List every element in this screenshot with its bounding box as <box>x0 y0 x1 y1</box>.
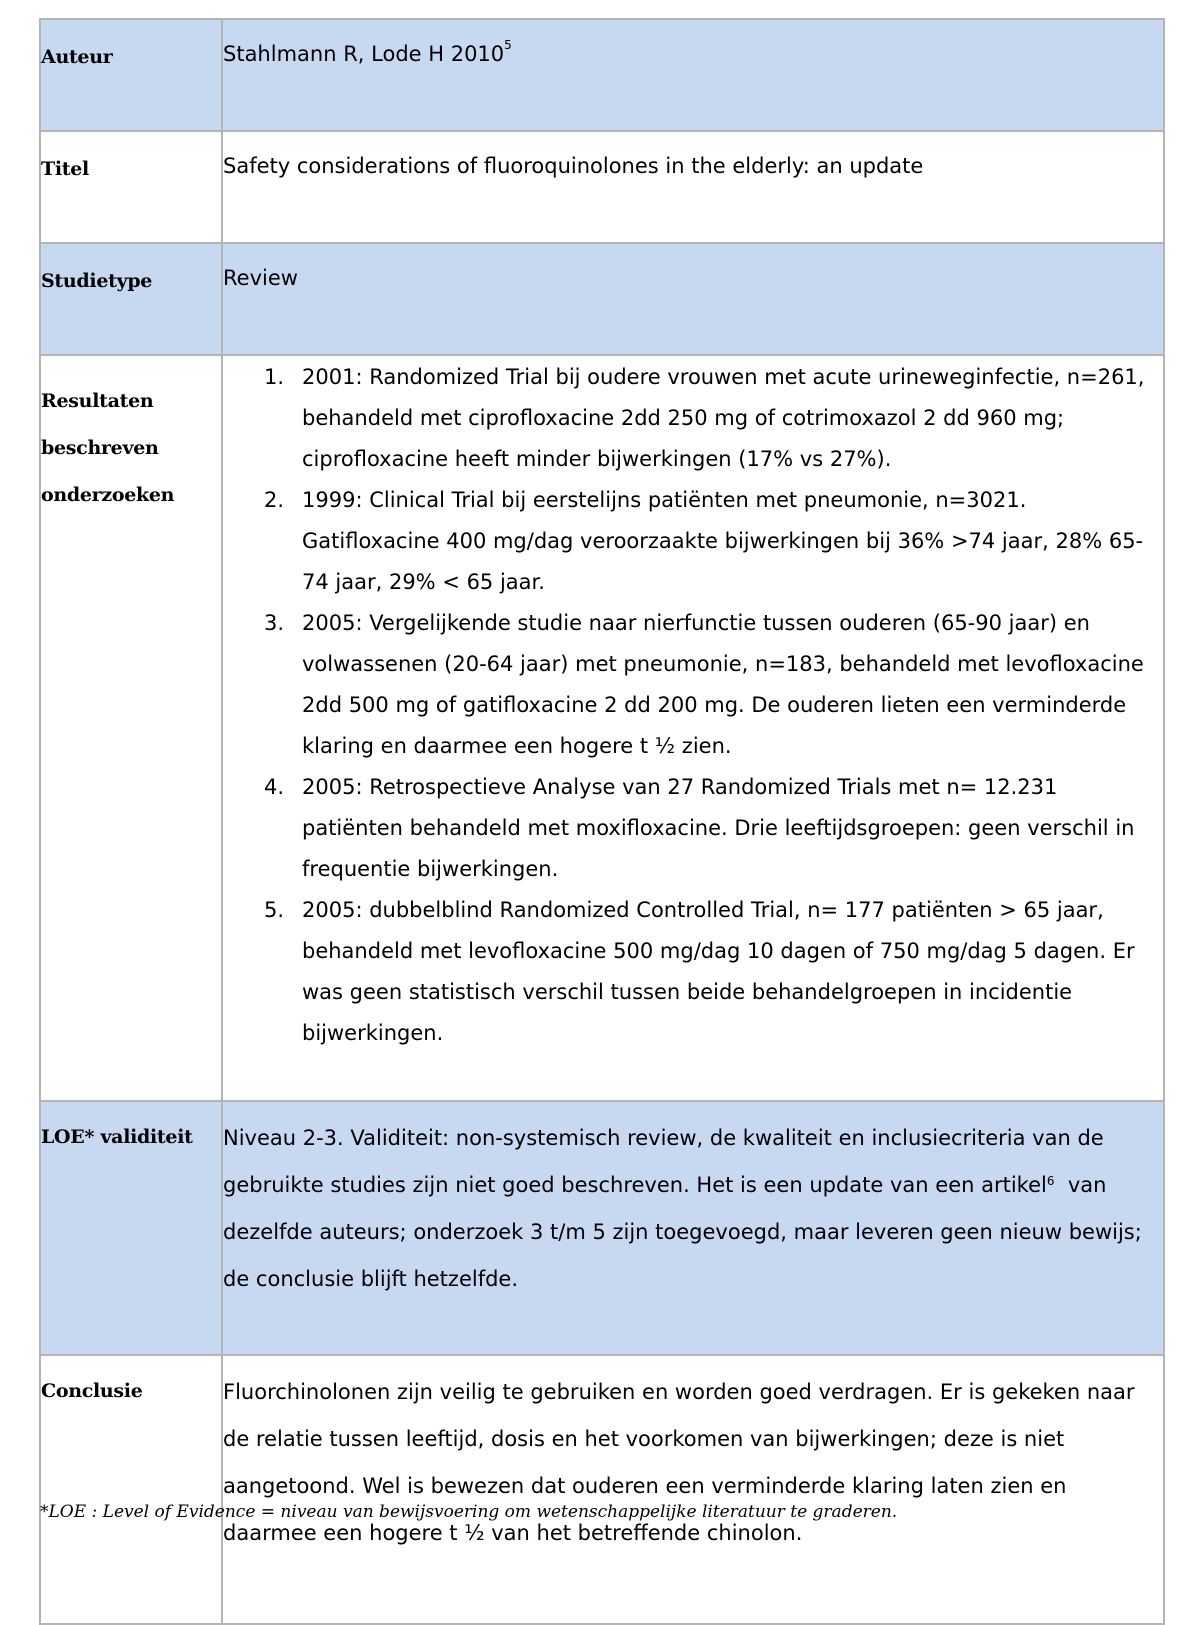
label-line: Resultaten <box>41 390 154 412</box>
value-auteur <box>222 19 1164 131</box>
value-studietype: Review <box>222 243 1164 355</box>
label-auteur: Auteur <box>40 19 222 131</box>
list-number: 2. <box>264 488 285 512</box>
label-resultaten <box>40 355 222 1101</box>
list-item <box>223 357 1163 480</box>
list-item <box>223 890 1163 1054</box>
label-line: beschreven <box>41 437 159 459</box>
list-text: 2005: dubbelblind Randomized Controlled Trial, n= 177 patiënten > 65 jaar, behandeld met levofloxacine 500 mg/dag 10 dagen of 750 mg/dag 5 dagen. Er was geen statistisch verschil tussen beide behandelgroepen in incidentie bijwerkingen. <box>302 898 1135 1045</box>
list-number: 5. <box>264 898 285 922</box>
row-studietype <box>40 243 1164 355</box>
value-loe <box>222 1101 1164 1355</box>
list-text: 2005: Vergelijkende studie naar nierfunctie tussen ouderen (65-90 jaar) en volwassenen (20-64 jaar) met pneumonie, n=183, behandeld met levofloxacine 2dd 500 mg of gatifloxacine 2 dd 200 mg. De ouderen lieten een verminderde klaring en daarmee een hogere t ½ zien. <box>302 611 1144 758</box>
list-text: 2001: Randomized Trial bij oudere vrouwen met acute urineweginfectie, n=261, behandeld met ciprofloxacine 2dd 250 mg of cotrimoxazol 2 dd 960 mg; ciprofloxacine heeft minder bijwerkingen (17% vs 27%). <box>302 365 1145 471</box>
value-titel: Safety considerations of fluoroquinolones in the elderly: an update <box>222 131 1164 243</box>
label-line: onderzoeken <box>41 484 175 506</box>
row-loe <box>40 1101 1164 1355</box>
list-item <box>223 480 1163 603</box>
row-titel <box>40 131 1164 243</box>
value-resultaten <box>222 355 1164 1101</box>
reference-superscript: 5 <box>504 38 512 52</box>
list-number: 1. <box>264 365 285 389</box>
list-item <box>223 767 1163 890</box>
list-number: 3. <box>264 611 285 635</box>
reference-superscript: 6 <box>1046 1174 1055 1188</box>
evidence-table <box>39 18 1165 1625</box>
list-item <box>223 603 1163 767</box>
loe-text-part2: van dezelfde auteurs; onderzoek 3 t/m 5 zijn toegevoegd, maar leveren geen nieuw bewijs; de conclusie blijft hetzelfde. <box>223 1173 1149 1291</box>
author-text: Stahlmann R, Lode H 2010 <box>223 42 505 66</box>
row-conclusie <box>40 1355 1164 1624</box>
loe-text-part1: Niveau 2-3. Validiteit: non-systemisch review, de kwaliteit en inclusiecriteria van de gebruikte studies zijn niet goed beschreven. Het is een update van een artikel <box>223 1126 1104 1197</box>
list-number: 4. <box>264 775 285 799</box>
label-conclusie: Conclusie <box>40 1355 222 1624</box>
list-text: 1999: Clinical Trial bij eerstelijns patiënten met pneumonie, n=3021. Gatifloxacine 400 mg/dag veroorzaakte bijwerkingen bij 36% >74 jaar, 28% 65-74 jaar, 29% < 65 jaar. <box>302 488 1144 594</box>
value-conclusie: Fluorchinolonen zijn veilig te gebruiken en worden goed verdragen. Er is gekeken naar de relatie tussen leeftijd, dosis en het voorkomen van bijwerkingen; deze is niet aangetoond. Wel is bewezen dat ouderen een verminderde klaring laten zien en daarmee een hogere t ½ van het betreffende chinolon. <box>222 1355 1164 1624</box>
results-list <box>223 356 1163 1054</box>
list-text: 2005: Retrospectieve Analyse van 27 Randomized Trials met n= 12.231 patiënten behandeld met moxifloxacine. Drie leeftijdsgroepen: geen verschil in frequentie bijwerkingen. <box>302 775 1135 881</box>
footnote: *LOE : Level of Evidence = niveau van bewijsvoering om wetenschappelijke literatuur te graderen. <box>40 1502 898 1522</box>
row-resultaten <box>40 355 1164 1101</box>
row-auteur <box>40 19 1164 131</box>
label-loe: LOE* validiteit <box>40 1101 222 1355</box>
label-titel: Titel <box>40 131 222 243</box>
label-studietype: Studietype <box>40 243 222 355</box>
